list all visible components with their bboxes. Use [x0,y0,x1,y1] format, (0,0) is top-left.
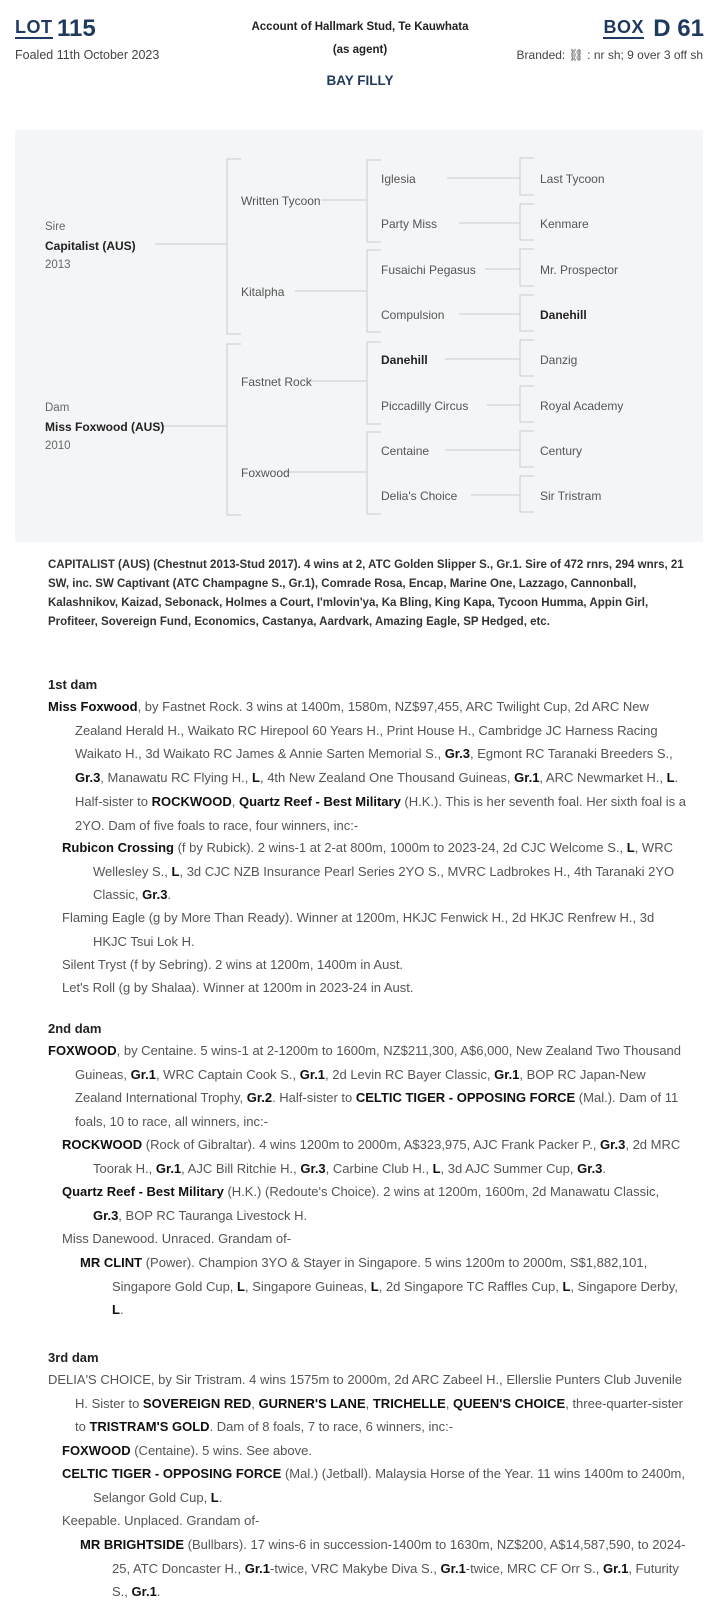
second-dam-title: 2nd dam [48,1021,102,1036]
horse-name: Miss Foxwood [48,699,138,714]
foaled-date: Foaled 11th October 2023 [15,48,160,62]
horse-name: FOXWOOD [48,1043,117,1058]
sire-year: 2013 [45,259,71,271]
pedigree-gen2-name: Foxwood [241,466,290,480]
pedigree-lines [15,130,703,542]
pedigree-gen3-name: Party Miss [381,217,438,231]
produce-entry: FOXWOOD (Centaine). 5 wins. See above. [62,1443,312,1458]
dam-label: Dam [45,402,70,414]
produce-entry: Quartz Reef - Best Military (H.K.) (Redoute's Choice). 2 wins at 1200m, 1600m, 2d Manawatu Classic, Gr.3, BOP RC Tauranga Livestock H. [62,1184,660,1223]
third-dam-title: 3rd dam [48,1350,99,1365]
grandson-entry: MR CLINT (Power). Champion 3YO & Stayer in Singapore. 5 wins 1200m to 2000m, S$1,882,101, Singapore Gold Cup, L, Singapore Guineas, L, 2d Singapore TC Raffles Cup, L, Singapore Derby, L. [80,1255,678,1318]
horse-name: Quartz Reef - Best Military [62,1184,224,1199]
pedigree-gen3-name: Fusaichi Pegasus [381,263,476,277]
horse-name: ROCKWOOD [62,1137,143,1152]
pedigree-gen4-name: Sir Tristram [540,489,602,503]
produce-entry: Rubicon Crossing (f by Rubick). 2 wins-1 at 2-at 800m, 1000m to 2023-24, 2d CJC Welcome S., L, WRC Wellesley S., L, 3d CJC NZB Insurance Pearl Series 2YO S., MVRC Ladbrokes H., 4th Taranaki 2YO Classic, Gr.3. [62,840,675,903]
pedigree-gen2-name: Written Tycoon [241,194,321,208]
lot-label: LOT [15,17,53,37]
pedigree-gen3-name: Compulsion [381,308,445,322]
horse-name: Rubicon Crossing [62,840,174,855]
pedigree-gen2-name: Fastnet Rock [241,375,312,389]
produce-entry: Keepable. Unplaced. Grandam of- [62,1513,260,1528]
dam-year: 2010 [45,440,71,452]
horse-name: CELTIC TIGER - OPPOSING FORCE [62,1466,282,1481]
vendor-account: Account of Hallmark Stud, Te Kauwhata [251,21,469,33]
pedigree-gen4-name: Last Tycoon [540,172,605,186]
dam-name: Miss Foxwood (AUS) [45,420,165,434]
pedigree-gen3-name: Delia's Choice [381,489,458,503]
pedigree-gen3-name: Danehill [381,353,428,367]
produce-entry: Let's Roll (g by Shalaa). Winner at 1200m in 2023-24 in Aust. [62,980,414,995]
pedigree-gen4-name: Kenmare [540,217,589,231]
pedigree-gen4-name: Royal Academy [540,399,624,413]
horse-sex: BAY FILLY [326,73,394,88]
produce-entry: Flaming Eagle (g by More Than Ready). Winner at 1200m, HKJC Fenwick H., 2d HKJC Renfrew H., 3d HKJC Tsui Lok H. [62,910,655,949]
sire-label: Sire [45,221,66,233]
vendor-agent: (as agent) [332,44,388,56]
produce-entry: CELTIC TIGER - OPPOSING FORCE (Mal.) (Jetball). Malaysia Horse of the Year. 11 wins 1400m to 2400m, Selangor Gold Cup, L. [62,1466,686,1505]
pedigree-gen2-name: Kitalpha [241,285,285,299]
grandson-entry: MR BRIGHTSIDE (Bullbars). 17 wins-6 in succession-1400m to 1630m, NZ$200, A$14,587,590, to 2024-25, ATC Doncaster H., Gr.1-twice, VRC Makybe Diva S., Gr.1-twice, MRC CF Orr S., Gr.1, Futurity S., Gr.1. [80,1537,686,1600]
horse-name: MR CLINT [80,1255,143,1270]
pedigree-gen3-name: Centaine [381,444,430,458]
branded-info: Branded: ⛓ : nr sh; 9 over 3 off sh [516,48,703,62]
pedigree-gen4-name: Mr. Prospector [540,263,619,277]
first-dam-entry: Miss Foxwood, by Fastnet Rock. 3 wins at 1400m, 1580m, NZ$97,455, ARC Twilight Cup, 2d ARC New Zealand Herald H., Waikato RC Hirepool 60 Years H., Print House H., Cambridge JC Harness Racing Waikato H., 3d Waikato RC James & Annie Sarten Memorial S., Gr.3, Egmont RC Taranaki Breeders S., Gr.3, Manawatu RC Flying H., L, 4th New Zealand One Thousand Guineas, Gr.1, ARC Newmarket H., L. Half-sister to ROCKWOOD, Quartz Reef - Best Military (H.K.). This is her seventh foal. Her sixth foal is a 2YO. Dam of five foals to race, four winners, inc:- [48,699,686,833]
pedigree-gen3-name: Iglesia [381,172,416,186]
second-dam-entry: FOXWOOD, by Centaine. 5 wins-1 at 2-1200m to 1600m, NZ$211,300, A$6,000, New Zealand Two Thousand Guineas, Gr.1, WRC Captain Cook S., Gr.1, 2d Levin RC Bayer Classic, Gr.1, BOP RC Japan-New Zealand International Trophy, Gr.2. Half-sister to CELTIC TIGER - OPPOSING FORCE (Mal.). Dam of 11 foals, 10 to race, all winners, inc:- [48,1043,682,1130]
third-dam-entry: DELIA'S CHOICE, by Sir Tristram. 4 wins 1575m to 2000m, 2d ARC Zabeel H., Ellerslie Punters Club Juvenile H. Sister to SOVEREIGN RED, GURNER'S LANE, TRICHELLE, QUEEN'S CHOICE, three-quarter-sister to TRISTRAM'S GOLD. Dam of 8 foals, 7 to race, 6 winners, inc:- [48,1372,683,1435]
pedigree-gen4-name: Danzig [540,353,578,367]
pedigree-gen3-name: Piccadilly Circus [381,399,469,413]
lot-number: 115 [57,15,96,42]
pedigree-gen4-name: Danehill [540,308,587,322]
horse-name: FOXWOOD [62,1443,131,1458]
box-number: D 61 [653,15,704,42]
box-label: BOX [603,17,644,37]
produce-entry: Silent Tryst (f by Sebring). 2 wins at 1200m, 1400m in Aust. [62,957,404,972]
produce-entry: ROCKWOOD (Rock of Gibraltar). 4 wins 1200m to 2000m, A$323,975, AJC Frank Packer P., Gr.3, 2d MRC Toorak H., Gr.1, AJC Bill Ritchie H., Gr.3, Carbine Club H., L, 3d AJC Summer Cup, Gr.3. [62,1137,681,1176]
pedigree-gen4-name: Century [540,444,583,458]
first-dam-title: 1st dam [48,677,98,692]
produce-entry: Miss Danewood. Unraced. Grandam of- [62,1231,292,1246]
sire-summary: CAPITALIST (AUS) (Chestnut 2013-Stud 2017). 4 wins at 2, ATC Golden Slipper S., Gr.1. Sire of 472 rnrs, 294 wnrs, 21 SW, inc. SW Captivant (ATC Champagne S., Gr.1), Comrade Rosa, Encap, Marine One, Lazzago, Cannonball, Kalashnikov, Kaizad, Sebonack, Holmes a Court, I'mlovin'ya, Ka Bling, King Kapa, Tycoon Humma, Appin Girl, Profiteer, Sovereign Fund, Economics, Castanya, Aardvark, Amazing Eagle, SP Hedged, etc. [48,559,684,628]
sire-name: Capitalist (AUS) [45,239,136,253]
pedigree-chart [15,130,703,542]
horse-name: MR BRIGHTSIDE [80,1537,184,1552]
